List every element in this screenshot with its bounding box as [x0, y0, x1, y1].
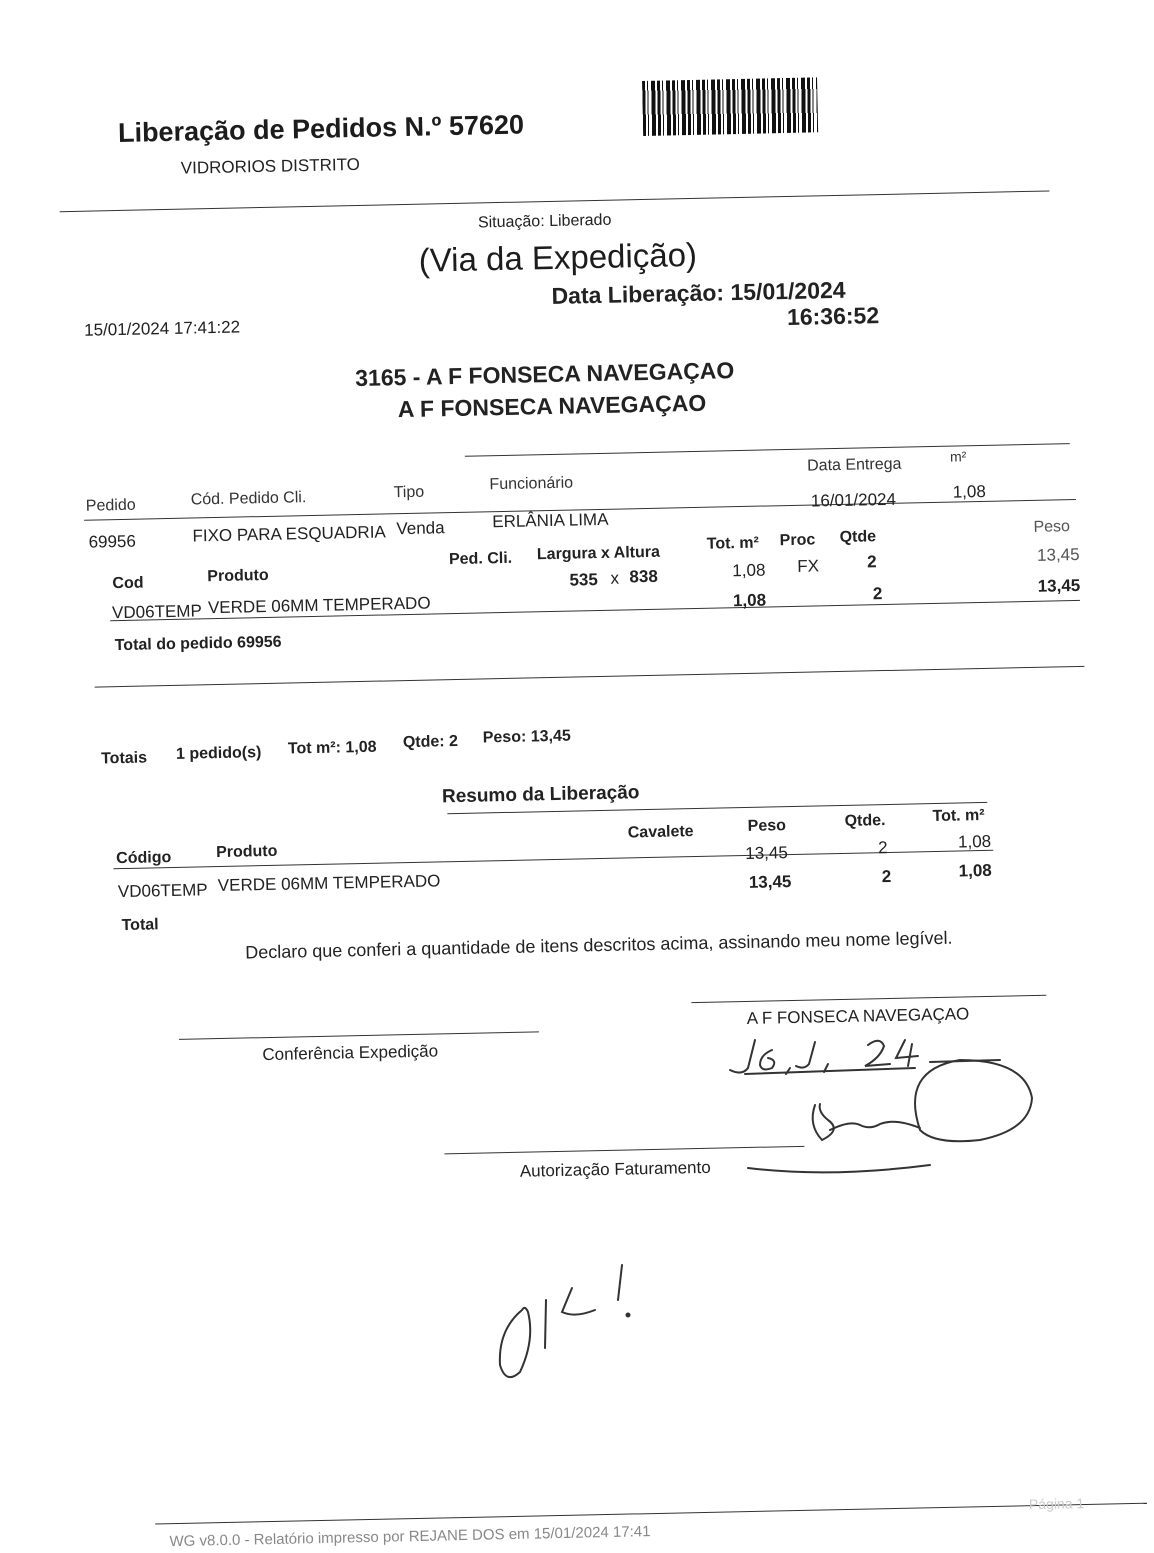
col-qtde: Qtde [839, 528, 877, 546]
handwritten-signature [748, 1060, 1032, 1172]
order-total-tot-m2: 1,08 [732, 590, 767, 611]
totals-qtde: Qtde: 2 [402, 732, 459, 752]
summary-col-tot-m2: Tot. m² [932, 806, 985, 826]
summary-total-qtde: 2 [881, 866, 892, 887]
situation-status: Situação: Liberado [477, 211, 612, 232]
summary-row-tot-m2: 1,08 [957, 831, 992, 852]
order-total-label: Total do pedido 69956 [114, 633, 282, 655]
summary-total-peso: 13,45 [748, 872, 792, 892]
col-tot-m2: Tot. m² [706, 534, 760, 553]
col-data-entrega: Data Entrega [806, 455, 902, 475]
release-date: Data Liberação: 15/01/2024 [551, 276, 846, 309]
order-data-entrega: 16/01/2024 [810, 489, 897, 511]
item-cod: VD06TEMP [111, 601, 202, 623]
order-pedido: 69956 [88, 531, 137, 552]
col-cod-pedido-cli: Cód. Pedido Cli. [190, 489, 307, 509]
item-peso: 13,45 [1036, 544, 1080, 565]
summary-row-codigo: VD06TEMP [117, 880, 208, 902]
footer-page-number: Página 1 [1028, 1495, 1085, 1513]
summary-col-codigo: Código [116, 849, 172, 868]
order-funcionario: ERLÂNIA LIMA [492, 509, 609, 532]
order-total-peso: 13,45 [1037, 575, 1081, 596]
handwritten-note [500, 1265, 630, 1377]
autorizacao-label: Autorização Faturamento [519, 1157, 711, 1181]
col-produto: Produto [207, 566, 269, 586]
via-label: (Via da Expedição) [418, 235, 698, 279]
item-tot-m2: 1,08 [732, 560, 766, 581]
handwritten-date [730, 1040, 918, 1074]
conferencia-label: Conferência Expedição [262, 1041, 439, 1065]
item-largura: 535 [569, 570, 599, 590]
summary-title: Resumo da Liberação [441, 782, 640, 808]
order-total-qtde: 2 [872, 584, 883, 604]
declaration-text: Declaro que conferi a quantidade de itens descritos acima, assinando meu nome legível. [245, 927, 953, 963]
item-altura: 838 [629, 566, 658, 587]
item-produto: VERDE 06MM TEMPERADO [207, 593, 431, 618]
order-cod-pedido-cli: FIXO PARA ESQUADRIA [192, 522, 386, 546]
summary-col-qtde: Qtde. [844, 812, 886, 830]
summary-row-produto: VERDE 06MM TEMPERADO [217, 871, 441, 896]
order-tipo: Venda [396, 518, 445, 539]
order-m2: 1,08 [952, 481, 987, 502]
totals-tot-m2: Tot m²: 1,08 [287, 738, 377, 758]
col-cod: Cod [112, 574, 144, 593]
summary-row-qtde: 2 [877, 838, 888, 858]
totals-label: Totais [100, 749, 148, 768]
summary-col-produto: Produto [215, 842, 278, 862]
totals-pedidos: 1 pedido(s) [175, 744, 262, 763]
printed-datetime: 15/01/2024 17:41:22 [83, 317, 241, 340]
totals-peso: Peso: 13,45 [482, 727, 571, 747]
release-time: 16:36:52 [786, 302, 880, 330]
summary-col-peso: Peso [747, 817, 787, 835]
col-funcionario: Funcionário [489, 474, 574, 494]
summary-total-label: Total [121, 916, 159, 935]
col-ped-cli: Ped. Cli. [448, 549, 513, 569]
summary-row-peso: 13,45 [745, 843, 788, 863]
document-title: Liberação de Pedidos N.º 57620 [117, 109, 525, 148]
summary-col-cavalete: Cavalete [627, 823, 694, 842]
col-peso: Peso [1033, 518, 1071, 536]
col-pedido: Pedido [85, 496, 136, 515]
col-tipo: Tipo [393, 483, 425, 502]
client-name: A F FONSECA NAVEGAÇAO [397, 389, 707, 423]
col-m2: m² [949, 448, 967, 465]
footer-printed-by: WG v8.0.0 - Relatório impresso por REJANE DOS em 15/01/2024 17:41 [169, 1523, 651, 1551]
item-proc: FX [797, 556, 820, 576]
col-proc: Proc [779, 531, 816, 550]
client-code-name: 3165 - A F FONSECA NAVEGAÇAO [354, 357, 735, 392]
col-largura-altura: Largura x Altura [536, 543, 661, 564]
client-signature-name: A F FONSECA NAVEGAÇAO [746, 1004, 970, 1028]
company-name: VIDRORIOS DISTRITO [180, 154, 361, 178]
item-qtde: 2 [866, 552, 877, 572]
summary-total-tot-m2: 1,08 [958, 860, 992, 881]
item-x: x [610, 568, 620, 588]
